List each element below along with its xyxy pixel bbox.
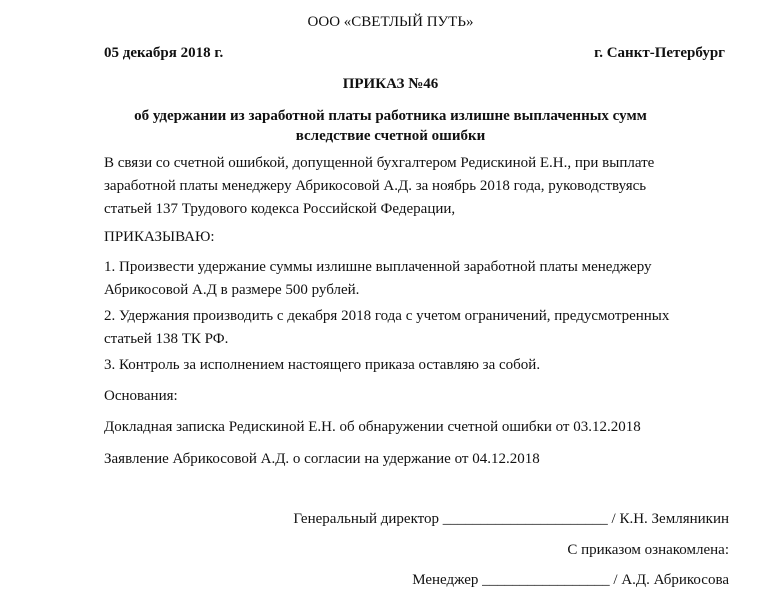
- order-item-line: 1. Произвести удержание суммы излишне выплаченной заработной платы менеджеру: [104, 259, 652, 275]
- intro-paragraph: [104, 152, 744, 221]
- order-subtitle-line2: вследствие счетной ошибки: [295, 128, 486, 144]
- document-city: г. Санкт-Петербург: [594, 45, 725, 61]
- order-item-2: [104, 305, 744, 351]
- order-item-line: Абрикосовой А.Д в размере 500 рублей.: [104, 282, 360, 298]
- order-item-line: 2. Удержания производить с декабря 2018 года с учетом ограничений, предусмотренных: [104, 308, 670, 324]
- intro-line: В связи со счетной ошибкой, допущенной бухгалтером Редискиной Е.Н., при выплате: [104, 155, 655, 171]
- intro-line: статьей 137 Трудового кодекса Российской Федерации,: [104, 201, 456, 217]
- director-signature-line: Генеральный директор ______________________ / К.Н. Земляникин: [293, 511, 729, 527]
- order-word: ПРИКАЗЫВАЮ:: [104, 229, 215, 245]
- ground-item-2: Заявление Абрикосовой А.Д. о согласии на удержание от 04.12.2018: [104, 451, 540, 467]
- order-item-1: [104, 256, 744, 302]
- company-name: ООО «СВЕТЛЫЙ ПУТЬ»: [307, 14, 474, 30]
- document-date: 05 декабря 2018 г.: [104, 45, 224, 61]
- grounds-label: Основания:: [104, 388, 178, 404]
- order-item-3: 3. Контроль за исполнением настоящего приказа оставляю за собой.: [104, 357, 541, 373]
- intro-line: заработной платы менеджеру Абрикосовой А.Д. за ноябрь 2018 года, руководствуясь: [104, 178, 647, 194]
- acknowledgement-label: С приказом ознакомлена:: [567, 542, 729, 558]
- order-title: ПРИКАЗ №46: [342, 76, 439, 92]
- manager-signature-line: Менеджер _________________ / А.Д. Абрикосова: [412, 572, 729, 588]
- order-subtitle-line1: об удержании из заработной платы работника излишне выплаченных сумм: [134, 108, 647, 124]
- order-item-line: статьей 138 ТК РФ.: [104, 331, 229, 347]
- ground-item-1: Докладная записка Редискиной Е.Н. об обнаружении счетной ошибки от 03.12.2018: [104, 419, 641, 435]
